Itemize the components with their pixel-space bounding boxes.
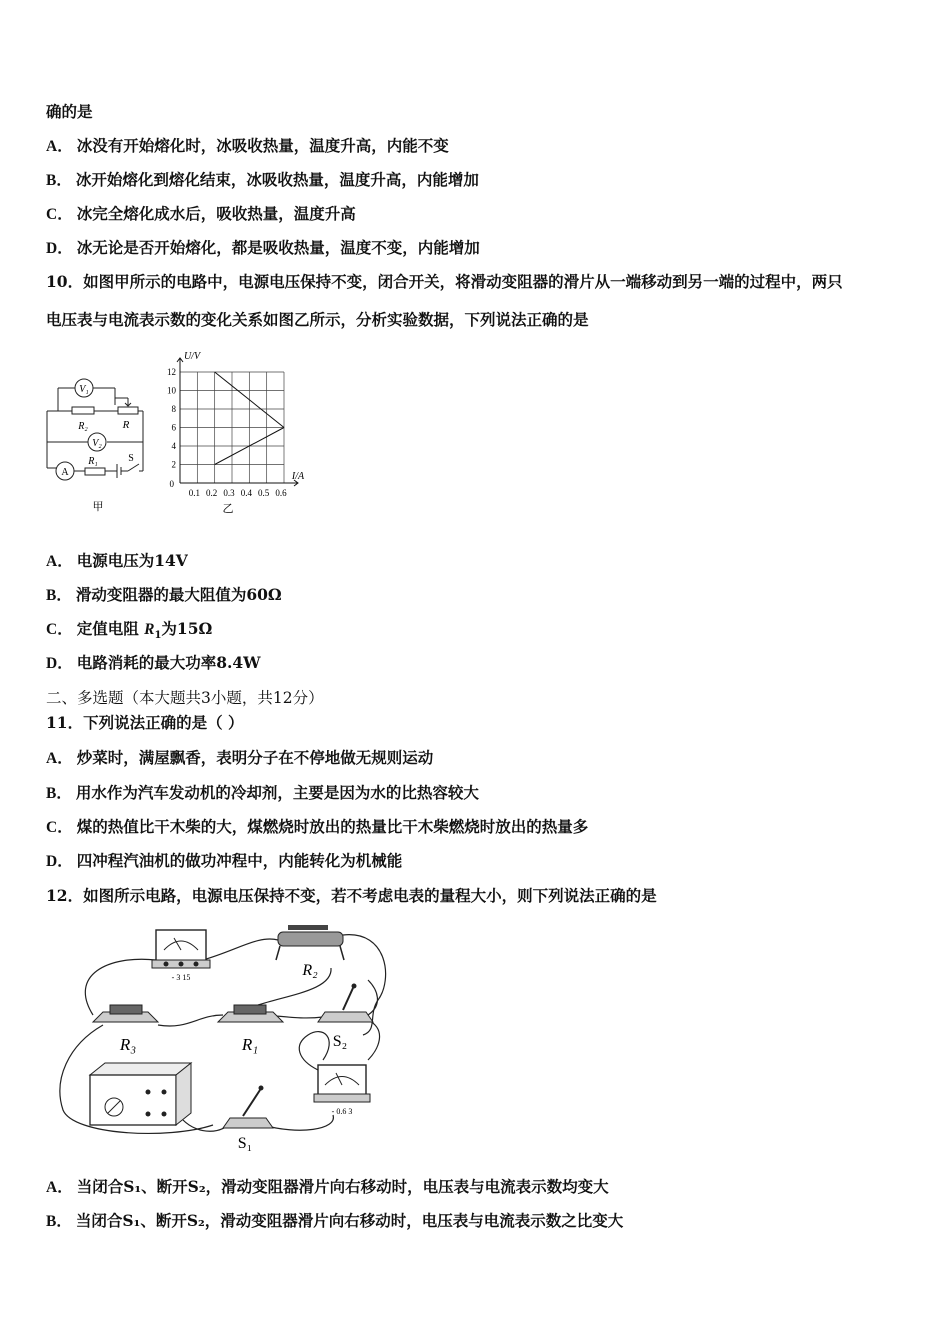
option-text: 冰无论是否开始熔化，都是吸收热量，温度不变，内能增加 <box>76 238 480 257</box>
q12-stem: 12．如图所示电路，电源电压保持不变，若不考虑电表的量程大小，则下列说法正确的是 <box>46 886 657 905</box>
section-heading: 二、多选题（本大题共3小题，共12分） <box>46 689 324 707</box>
r2-label: R₂ <box>302 962 318 979</box>
r1-label: R₁ <box>88 456 98 467</box>
q9-option-c <box>46 204 356 225</box>
voltmeter <box>152 930 210 968</box>
option-text: 炒菜时，满屋飘香，表明分子在不停地做无规则运动 <box>76 748 434 767</box>
option-letter: B． <box>46 785 72 802</box>
r1-label: R₁ <box>241 1035 259 1054</box>
r-label: R <box>122 419 130 431</box>
x-tick-label: 0.2 <box>206 488 218 498</box>
option-text: 电源电压为14V <box>76 551 188 570</box>
r3-label: R₃ <box>119 1035 137 1054</box>
option-letter: A． <box>46 1179 73 1196</box>
q9-stem-tail: 确的是 <box>46 102 93 121</box>
circuit-photo-q12 <box>48 920 398 1155</box>
option-letter: B． <box>46 172 72 189</box>
option-text: 冰没有开始熔化时，冰吸收热量，温度升高，内能不变 <box>76 136 449 155</box>
y-tick-label: 6 <box>171 422 176 433</box>
circuit-diagram-jia <box>40 368 150 518</box>
q11-option-b <box>46 783 479 804</box>
y-tick-label: 2 <box>171 459 176 470</box>
option-text-pre: 定值电阻 <box>76 619 145 638</box>
x-tick-label: 0.4 <box>240 488 252 498</box>
option-letter: D． <box>46 240 73 257</box>
y-tick-label: 10 <box>167 385 176 396</box>
q12-option-b <box>46 1211 623 1232</box>
option-text: 四冲程汽油机的做功冲程中，内能转化为机械能 <box>76 851 403 870</box>
ammeter <box>314 1065 370 1102</box>
q11-option-d <box>46 851 402 872</box>
option-letter: D． <box>46 853 73 870</box>
x-tick-label: 0.6 <box>275 488 287 498</box>
y-tick-label: 4 <box>171 441 176 451</box>
ammeter-label: A <box>61 467 69 478</box>
q12-option-a <box>46 1177 609 1198</box>
option-text: 滑动变阻器的最大阻值为60Ω <box>75 585 282 604</box>
v1-label: V₁ <box>79 384 89 395</box>
figure-caption-yi: 乙 <box>222 503 234 515</box>
option-letter: B． <box>46 587 72 604</box>
option-text: 电路消耗的最大功率8.4W <box>76 653 261 672</box>
option-text: 当闭合S₁、断开S₂，滑动变阻器滑片向右移动时，电压表与电流表示数均变大 <box>76 1177 609 1196</box>
switch-s2 <box>318 984 373 1023</box>
r2-label: R₂ <box>78 421 88 432</box>
q10-stem-line1: 10．如图甲所示的电路中，电源电压保持不变，闭合开关，将滑动变阻器的滑片从一端移动到另一端的过程中，两只 <box>46 272 843 291</box>
option-letter: D． <box>46 655 73 672</box>
resistor-r1 <box>218 1005 283 1022</box>
variable-r: R <box>144 621 155 638</box>
switch-s1 <box>223 1086 273 1129</box>
v2-label: V₂ <box>92 438 102 449</box>
q11-stem: 11．下列说法正确的是（ ） <box>46 713 244 732</box>
option-text-post: 为15Ω <box>161 619 213 638</box>
q10-option-d <box>46 653 261 674</box>
q10-option-a <box>46 551 188 572</box>
q10-stem-line2: 电压表与电流表示数的变化关系如图乙所示，分析实验数据，下列说法正确的是 <box>46 310 589 329</box>
option-text: 冰完全熔化成水后，吸收热量，温度升高 <box>76 204 356 223</box>
rheostat <box>276 925 344 960</box>
option-letter: C． <box>46 819 73 836</box>
u-i-chart-yi <box>158 350 308 520</box>
option-letter: C． <box>46 206 73 223</box>
option-letter: A． <box>46 553 73 570</box>
x-axis-label: I/A <box>291 471 305 482</box>
x-tick-label: 0.1 <box>188 488 200 498</box>
option-text: 当闭合S₁、断开S₂，滑动变阻器滑片向右移动时，电压表与电流表示数之比变大 <box>75 1211 624 1230</box>
s1-label: S₁ <box>237 1135 253 1152</box>
x-tick-label: 0.3 <box>223 488 235 498</box>
q9-option-d <box>46 238 480 259</box>
s2-label: S₂ <box>332 1033 348 1050</box>
switch-label: S <box>128 453 134 464</box>
y-tick-label: 12 <box>167 367 176 377</box>
option-letter: B． <box>46 1213 72 1230</box>
volt-terminals-label: - 3 15 <box>171 973 191 982</box>
q11-option-c <box>46 817 588 838</box>
q11-option-a <box>46 748 433 769</box>
option-text: 用水作为汽车发动机的冷却剂，主要是因为水的比热容较大 <box>75 783 479 802</box>
amm-terminals-label: - 0.6 3 <box>331 1107 353 1116</box>
resistor-r3 <box>93 1005 158 1022</box>
q9-option-b <box>46 170 479 191</box>
y-tick-label: 8 <box>171 404 176 414</box>
figure-caption-jia: 甲 <box>92 501 104 513</box>
power-supply <box>90 1063 191 1125</box>
x-tick-label: 0.5 <box>258 488 270 498</box>
q9-option-a <box>46 136 449 157</box>
variable-subscript: 1 <box>154 630 162 642</box>
y-axis-label: U/V <box>183 351 201 362</box>
option-letter: A． <box>46 138 73 155</box>
q10-option-b <box>46 585 282 606</box>
option-text: 冰开始熔化到熔化结束，冰吸收热量，温度升高，内能增加 <box>75 170 479 189</box>
option-letter: A． <box>46 750 73 767</box>
origin-label: 0 <box>169 479 174 489</box>
q10-option-c <box>46 619 212 640</box>
option-text: 煤的热值比干木柴的大，煤燃烧时放出的热量比干木柴燃烧时放出的热量多 <box>76 817 589 836</box>
option-letter: C． <box>46 621 73 638</box>
